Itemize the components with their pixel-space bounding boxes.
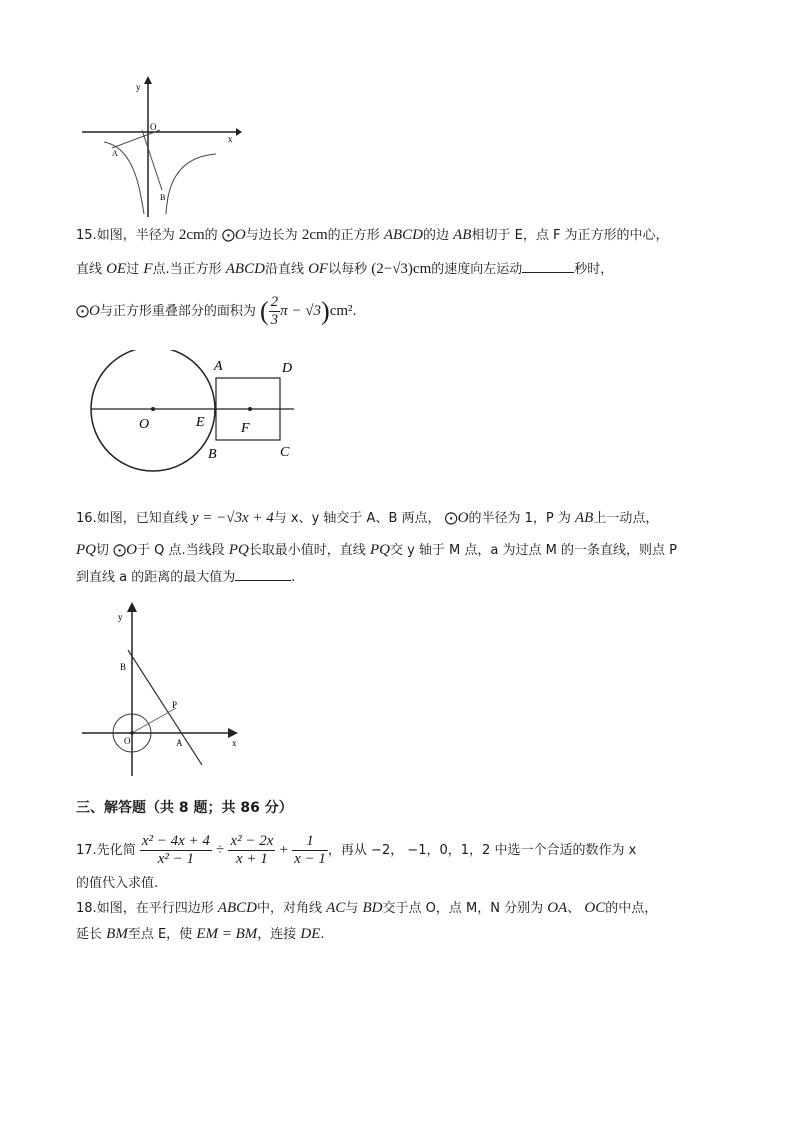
q15-edge: AB [453, 227, 472, 243]
q17-fraction-2 [228, 833, 275, 868]
q18-oc: OC [584, 900, 606, 916]
plus-sign: + [279, 842, 288, 858]
q15-text: 过 [126, 262, 140, 277]
circle-symbol-icon: ⨀ [221, 228, 235, 243]
line-ab [142, 130, 162, 190]
fraction-denominator: x − 1 [294, 851, 326, 867]
q15-text: 的边 [422, 228, 449, 243]
origin-dot [130, 731, 134, 735]
q17-fraction-3 [292, 833, 328, 868]
q16-number: 16. [76, 511, 97, 526]
q15-text: 的速度向左运动 [431, 262, 523, 277]
q15-text: 秒时， [574, 262, 614, 277]
q16-text: 长取最小值时，直线 [248, 543, 366, 558]
q15-line-oe: OE [106, 261, 127, 277]
figure-q16-graph [78, 600, 248, 778]
answer-blank[interactable] [522, 258, 574, 273]
q18-bd: BD [362, 900, 383, 916]
q15-text: 与边长为 [245, 228, 298, 243]
o-label: O [124, 736, 131, 746]
q18-ac: AC [326, 900, 346, 916]
q18-text: 延长 [76, 927, 103, 942]
label-f: F [241, 421, 250, 436]
hyperbola-left-branch [104, 142, 144, 214]
q18-line1 [76, 898, 657, 919]
line-ab [128, 650, 202, 765]
label-a: A [214, 359, 223, 374]
q16-text: 交 y 轴于 M 点，a 为过点 M 的一条直线，则点 P [389, 543, 677, 558]
q18-bm: BM [106, 926, 128, 942]
q15-fraction [269, 294, 281, 329]
q15-side: 2cm [301, 227, 328, 243]
q16-text: 的半径为 1，P 为 [468, 511, 571, 526]
q18-text: . [320, 927, 325, 942]
point-b-label: B [160, 193, 166, 202]
x-label: x [232, 738, 237, 748]
label-c: C [280, 445, 290, 460]
section-title: 三、解答题（共 8 题；共 86 分） [76, 800, 293, 816]
q15-area-rest: π − √3 [280, 303, 322, 319]
q15-text: 沿直线 [264, 262, 304, 277]
label-o: O [139, 417, 150, 432]
q15-square: ABCD [225, 261, 265, 277]
q15-point-f: F [143, 261, 153, 277]
figure-q15-circle-square [84, 350, 299, 472]
p-label: P [172, 700, 178, 710]
q18-oa: OA [547, 900, 568, 916]
q18-em: EM = BM [196, 926, 258, 942]
q15-text: 与正方形重叠部分的面积为 [99, 304, 256, 319]
y-axis-arrow [144, 76, 152, 84]
q16-pq: PQ [228, 542, 249, 558]
q18-text: 交于点 O，点 M，N 分别为 [382, 901, 544, 916]
origin-label: O [150, 122, 157, 132]
b-label: B [120, 662, 127, 672]
q15-text: 直线 [76, 262, 103, 277]
fraction-numerator: x² − 2x [230, 833, 274, 849]
q16-text: 于 Q 点.当线段 [137, 543, 225, 558]
q18-text: 的中点， [605, 901, 658, 916]
answer-blank[interactable] [235, 566, 291, 581]
a-label: A [176, 738, 183, 748]
q16-circle-o: O [126, 542, 137, 558]
q15-line2 [76, 258, 613, 280]
q15-unit: cm² [329, 303, 353, 319]
label-e: E [196, 415, 205, 430]
q18-text: ，连接 [257, 927, 297, 942]
open-paren: ( [260, 296, 269, 326]
q16-line2 [76, 540, 677, 561]
q18-text: 、 [567, 901, 581, 916]
q15-line-of: OF [308, 261, 329, 277]
q15-speed: (2−√3)cm [371, 261, 432, 277]
center-f-dot [248, 407, 252, 411]
q15-text: 如图，半径为 [96, 228, 175, 243]
y-axis-label: y [136, 82, 141, 92]
q18-number: 18. [76, 901, 97, 916]
q16-circle-o: O [457, 510, 469, 526]
q16-text: 如图，已知直线 [96, 511, 188, 526]
q17-line2: 的值代入求值. [76, 876, 159, 891]
circle-symbol-icon: ⨀ [76, 304, 89, 319]
x-axis-arrow [228, 728, 238, 738]
q15-text: 相切于 E，点 F 为正方形的中心， [471, 228, 669, 243]
q15-number: 15. [76, 228, 97, 243]
q16-line1 [76, 508, 658, 529]
fraction-denominator: x + 1 [236, 851, 268, 867]
q17-fraction-1 [140, 833, 212, 868]
fraction-numerator: 1 [292, 833, 328, 851]
q16-segment-ab: AB [575, 510, 594, 526]
circle-symbol-icon: ⨀ [444, 511, 458, 526]
point-a-label: A [112, 149, 118, 158]
q15-circle-o: O [234, 227, 246, 243]
q16-text: 与 x、y 轴交于 A、B 两点， [273, 511, 441, 526]
close-paren: ) [321, 296, 330, 326]
fraction-denominator: 3 [270, 312, 279, 328]
q17-number: 17. [76, 843, 97, 858]
q16-text: 到直线 a 的距离的最大值为 [76, 570, 236, 585]
q18-abcd: ABCD [217, 900, 258, 916]
divide-sign: ÷ [216, 842, 225, 858]
q16-pq: PQ [369, 542, 390, 558]
q15-line3 [76, 294, 357, 329]
q17-text: 先化简 [96, 843, 136, 858]
q15-square: ABCD [383, 227, 423, 243]
x-axis-label: x [228, 134, 233, 144]
y-axis-arrow [127, 602, 137, 612]
q18-de: DE [300, 926, 321, 942]
q18-line2 [76, 924, 325, 945]
q16-text: 切 [96, 543, 110, 558]
q15-radius: 2cm [178, 227, 205, 243]
q16-equation: y = −√3x + 4 [191, 510, 274, 526]
figure-q14-graph [76, 72, 246, 220]
q15-text: 点.当正方形 [152, 262, 222, 277]
q16-pq: PQ [76, 542, 96, 558]
q18-text: 中，对角线 [257, 901, 323, 916]
q17-values: −2， −1，0，1，2 中选一个合适的数作为 x [371, 843, 637, 858]
q18-text: 至点 E，使 [127, 927, 193, 942]
q18-text: 与 [345, 901, 359, 916]
q18-text: 如图，在平行四边形 [96, 901, 214, 916]
q15-text: 的 [204, 228, 218, 243]
q17-line1 [76, 830, 636, 871]
q15-text: . [352, 304, 357, 319]
hyperbola-right-branch [166, 154, 216, 214]
q16-text: . [291, 570, 296, 585]
y-label: y [118, 612, 123, 622]
label-d: D [282, 361, 293, 376]
fraction-numerator: x² − 4x + 4 [141, 833, 210, 849]
q15-text: 的正方形 [327, 228, 380, 243]
fraction-denominator: x² − 1 [157, 851, 195, 867]
segment-pq [132, 708, 176, 733]
q15-circle-o: O [89, 303, 100, 319]
label-b: B [208, 447, 217, 462]
q17-text: ，再从 [327, 843, 367, 858]
center-o-dot [151, 407, 155, 411]
circle-symbol-icon: ⨀ [113, 543, 127, 558]
q16-line3 [76, 566, 295, 588]
q16-text: 上一动点， [593, 511, 659, 526]
q15-line1 [76, 225, 669, 246]
x-axis-arrow [236, 128, 242, 136]
fraction-numerator: 2 [270, 294, 279, 310]
q15-text: 以每秒 [328, 262, 368, 277]
